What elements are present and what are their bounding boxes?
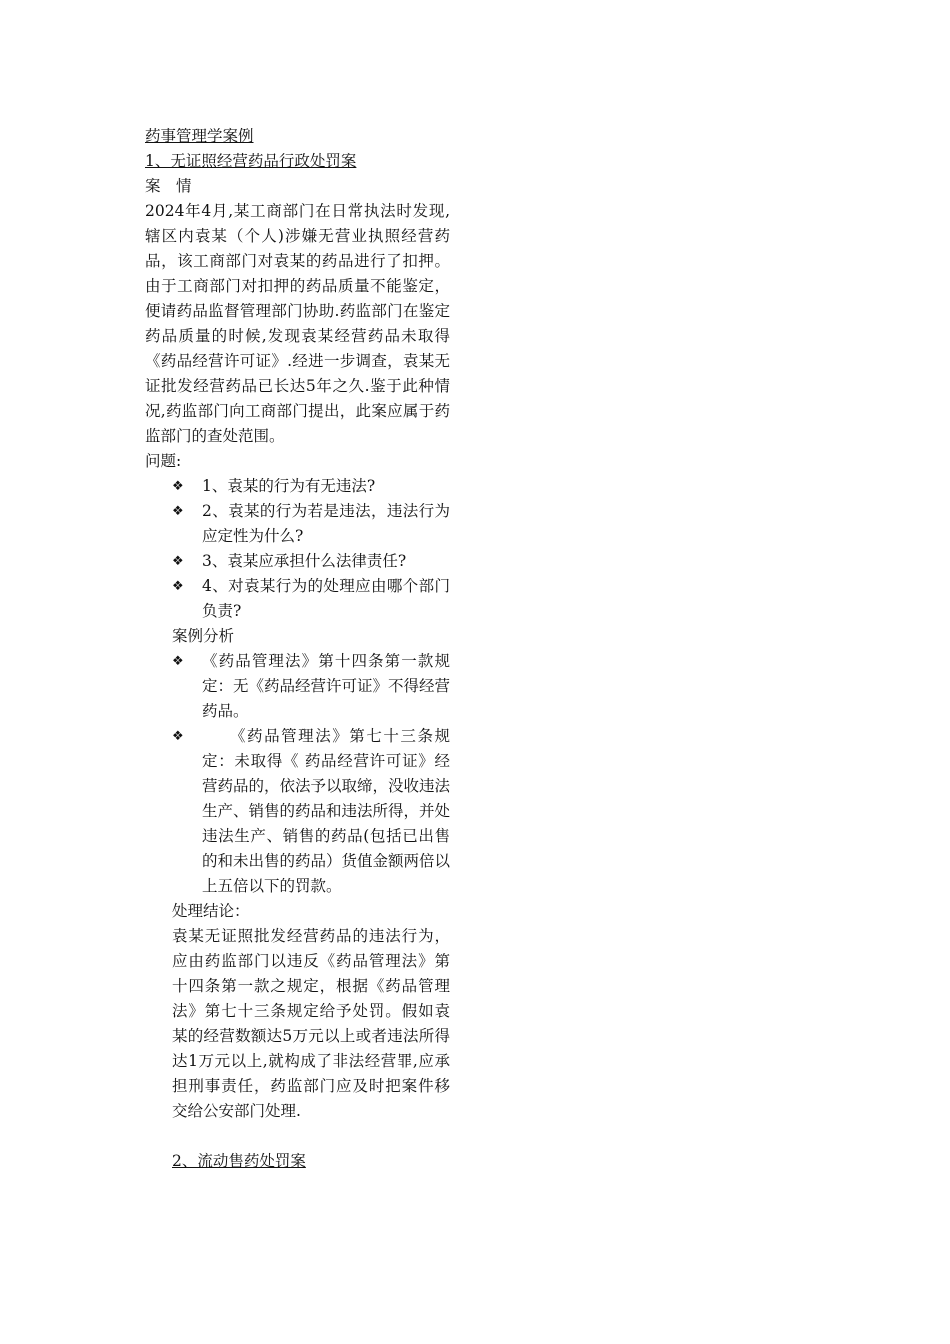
diamond-bullet-icon: ❖ (172, 654, 184, 669)
diamond-bullet-icon: ❖ (172, 554, 184, 569)
list-item: ❖ 《药品管理法》第七十三条规定：未取得《 药品经营许可证》经营药品的，依法予以取缔，没收违法生产、销售的药品和违法所得，并处违法生产、销售的药品(包括已出售的和未出售的药品）货值金额两倍以上五倍以下的罚款。 (172, 724, 450, 899)
document-title: 药事管理学案例 (145, 127, 254, 145)
case1-analysis-heading: 案例分析 (172, 627, 235, 645)
case1-title: 1、无证照经营药品行政处罚案 (145, 152, 357, 170)
case1-facts-heading: 案 情 (145, 177, 192, 195)
list-item: ❖ 2、袁某的行为若是违法，违法行为应定性为什么? (172, 499, 450, 549)
case1-conclusion-heading: 处理结论： (172, 902, 250, 920)
list-item: ❖ 1、袁某的行为有无违法? (172, 474, 450, 499)
diamond-bullet-icon: ❖ (172, 579, 184, 594)
case2-title: 2、流动售药处罚案 (172, 1152, 306, 1170)
diamond-bullet-icon: ❖ (172, 504, 184, 519)
case1-questions-heading: 问题: (145, 452, 182, 470)
diamond-bullet-icon: ❖ (172, 729, 184, 744)
case1-analysis-list (172, 649, 450, 899)
text-column (145, 124, 450, 1174)
list-item: ❖ 3、袁某应承担什么法律责任? (172, 549, 450, 574)
case1-conclusion: 袁某无证照批发经营药品的违法行为，应由药监部门以违反《药品管理法》第十四条第一款之规定，根据《药品管理法》第七十三条规定给予处罚。假如袁某的经营数额达5万元以上或者违法所得达1万元以上,就构成了非法经营罪,应承担刑事责任，药监部门应及时把案件移交给公安部门处理. (172, 927, 450, 1120)
list-item: ❖ 4、对袁某行为的处理应由哪个部门负责? (172, 574, 450, 624)
case1-facts: 2024年4月,某工商部门在日常执法时发现,辖区内袁某（个人)涉嫌无营业执照经营药品，该工商部门对袁某的药品进行了扣押。由于工商部门对扣押的药品质量不能鉴定，便请药品监督管理部门协助.药监部门在鉴定药品质量的时候,发现袁某经营药品未取得《药品经营许可证》.经进一步调查，袁某无证批发经营药品已长达5年之久.鉴于此种情况,药监部门向工商部门提出，此案应属于药监部门的查处范围。 (145, 202, 450, 445)
diamond-bullet-icon: ❖ (172, 479, 184, 494)
spacer (145, 1124, 450, 1149)
list-item: ❖ 《药品管理法》第十四条第一款规定：无《药品经营许可证》不得经营药品。 (172, 649, 450, 724)
case1-questions-list (172, 474, 450, 624)
